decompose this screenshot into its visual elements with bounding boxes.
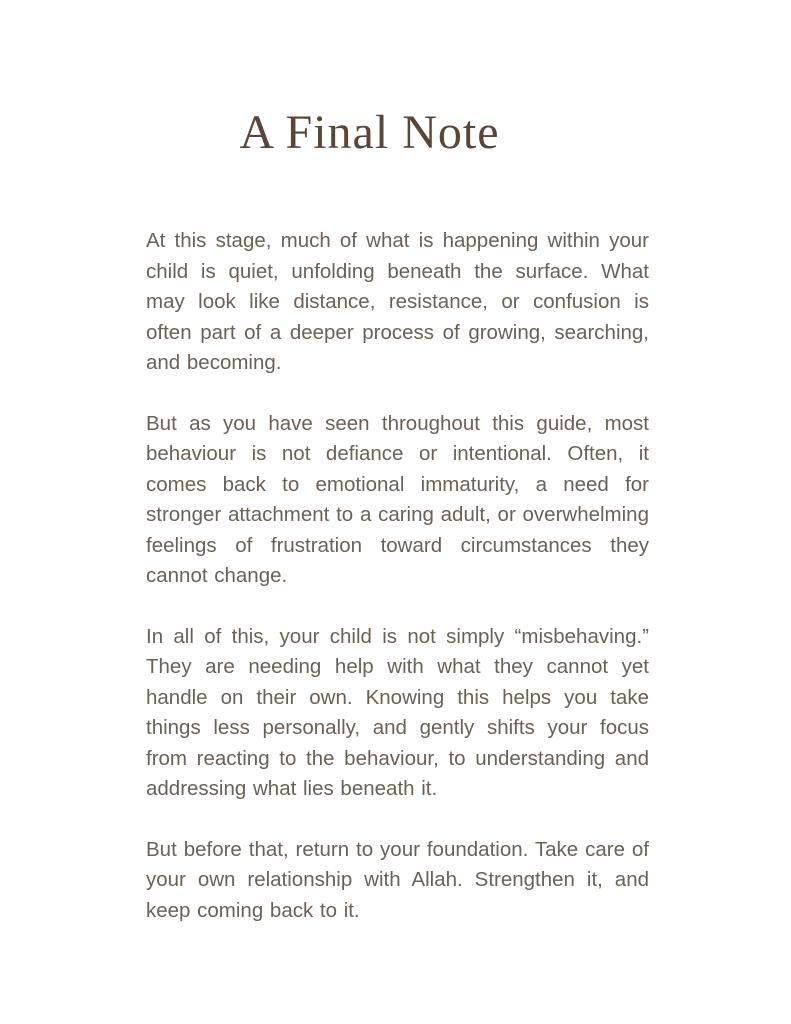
body-paragraph: But before that, return to your foundation. Take care of your own relationship with Allah. Strengthen it, and keep coming back to it. — [146, 837, 649, 922]
page-title: A Final Note — [239, 106, 500, 159]
body-paragraph: In all of this, your child is not simply “misbehaving.” They are needing help with what they cannot yet handle on their own. Knowing this helps you take things less personally, and gently shifts your focus from reacting to the behaviour, to understanding and addressing what lies beneath it. — [146, 624, 649, 800]
body-paragraph: But as you have seen throughout this guide, most behaviour is not defiance or intentional. Often, it comes back to emotional immaturity, a need for stronger attachment to a caring adult, or overwhelming feelings of frustration toward circumstances they cannot change. — [146, 411, 649, 587]
body-paragraph: At this stage, much of what is happening within your child is quiet, unfolding beneath the surface. What may look like distance, resistance, or confusion is often part of a deeper process of growing, searching, and becoming. — [146, 229, 649, 374]
body-text — [0, 226, 791, 926]
